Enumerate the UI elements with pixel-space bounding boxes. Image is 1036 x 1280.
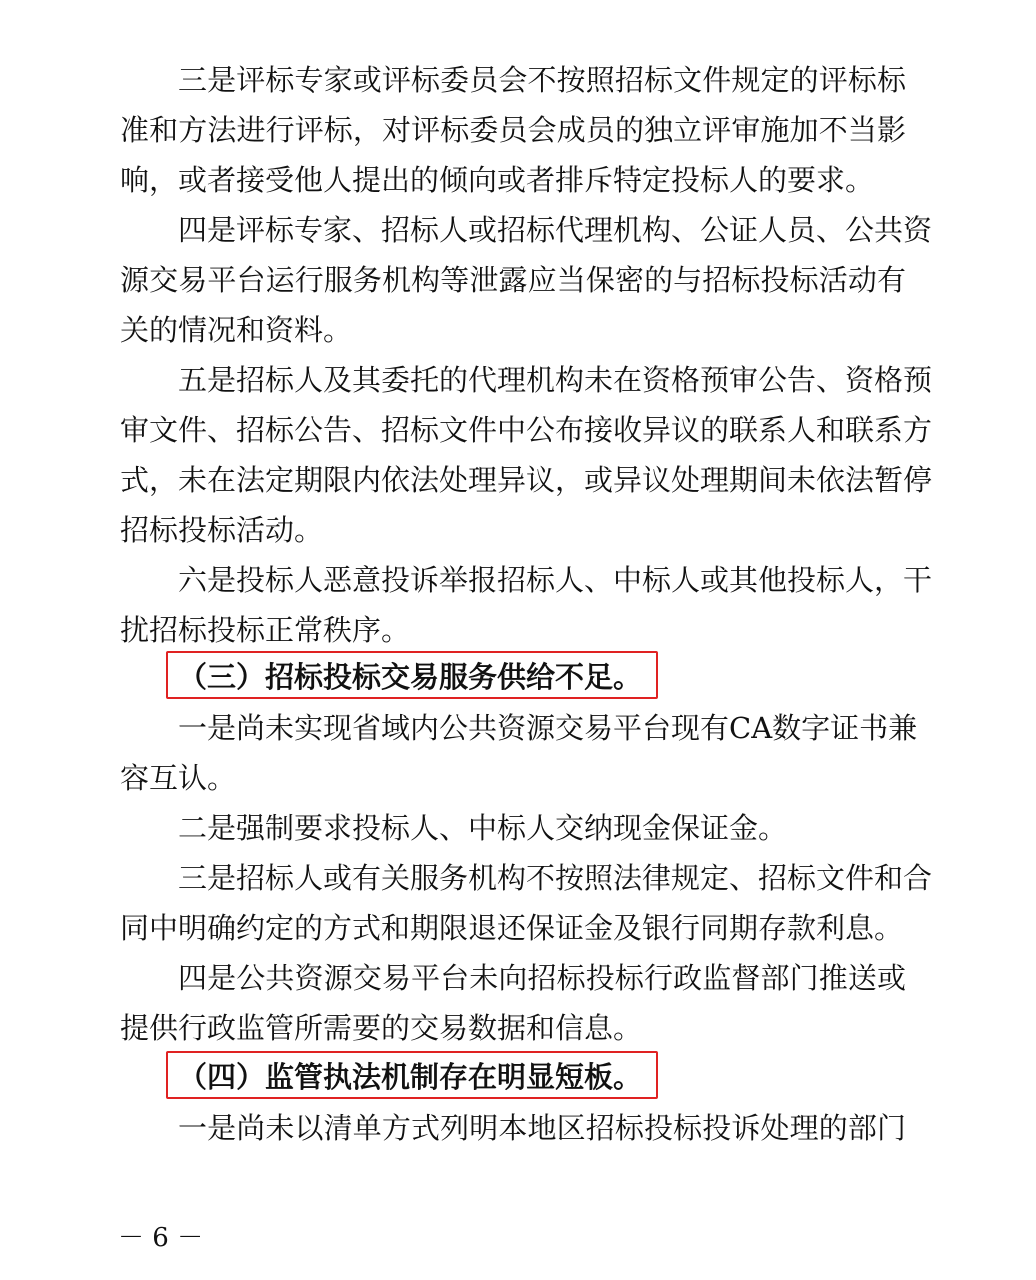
paragraph-8-line-2: 提供行政监管所需要的交易数据和信息。	[120, 1011, 643, 1045]
paragraph-8-line-1: 四是公共资源交易平台未向招标投标行政监督部门推送或	[178, 961, 906, 995]
paragraph-2-line-2: 源交易平台运行服务机构等泄露应当保密的与招标投标活动有	[120, 263, 906, 297]
paragraph-3-line-2: 审文件、招标公告、招标文件中公布接收异议的联系人和联系方	[120, 413, 933, 447]
page-number: － 6 －	[118, 1223, 204, 1253]
paragraph-7-line-1: 三是招标人或有关服务机构不按照法律规定、招标文件和合	[178, 861, 933, 895]
paragraph-1-line-2: 准和方法进行评标，对评标委员会成员的独立评审施加不当影	[120, 113, 906, 147]
paragraph-2-line-3: 关的情况和资料。	[120, 313, 353, 347]
paragraph-1-line-3: 响，或者接受他人提出的倾向或者排斥特定投标人的要求。	[120, 163, 875, 197]
paragraph-7-line-2: 同中明确约定的方式和期限退还保证金及银行同期存款利息。	[120, 911, 904, 945]
paragraph-9-line-1: 一是尚未以清单方式列明本地区招标投标投诉处理的部门	[178, 1111, 906, 1145]
paragraph-1-line-1: 三是评标专家或评标委员会不按照招标文件规定的评标标	[178, 63, 906, 97]
paragraph-3-line-1: 五是招标人及其委托的代理机构未在资格预审公告、资格预	[178, 363, 933, 397]
section-heading-3: （三）招标投标交易服务供给不足。	[166, 651, 658, 699]
paragraph-3-line-3: 式，未在法定期限内依法处理异议，或异议处理期间未依法暂停	[120, 463, 933, 497]
paragraph-4-line-2: 扰招标投标正常秩序。	[120, 613, 411, 647]
paragraph-5-line-2: 容互认。	[120, 761, 237, 795]
section-heading-4: （四）监管执法机制存在明显短板。	[166, 1051, 658, 1099]
paragraph-3-line-4: 招标投标活动。	[120, 513, 324, 547]
paragraph-6-line-1: 二是强制要求投标人、中标人交纳现金保证金。	[178, 811, 788, 845]
paragraph-2-line-1: 四是评标专家、招标人或招标代理机构、公证人员、公共资	[178, 213, 933, 247]
paragraph-4-line-1: 六是投标人恶意投诉举报招标人、中标人或其他投标人，干	[178, 563, 933, 597]
paragraph-5-line-1: 一是尚未实现省域内公共资源交易平台现有CA数字证书兼	[178, 711, 918, 745]
